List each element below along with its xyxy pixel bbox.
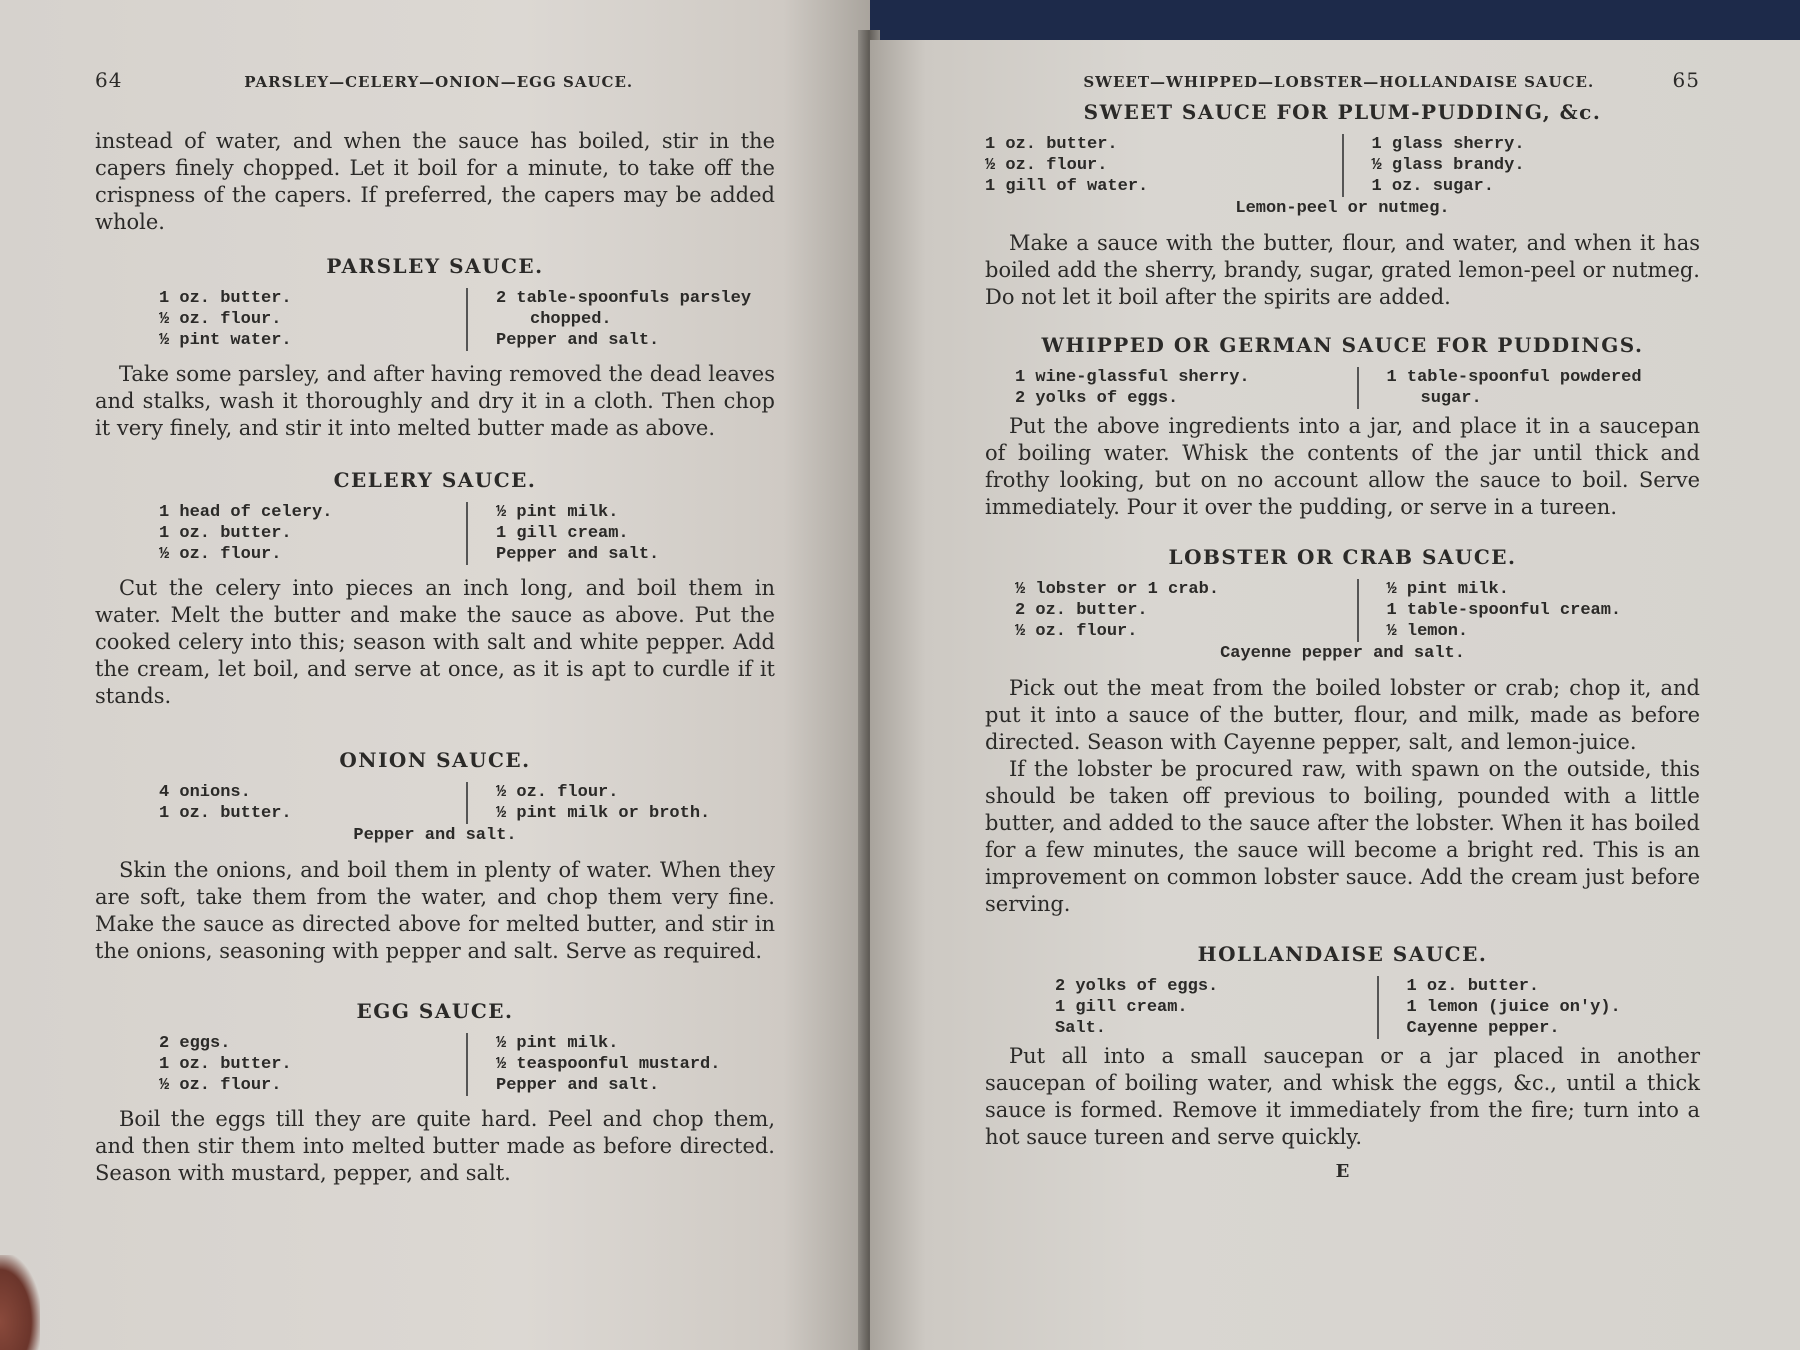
recipe-title-whipped: WHIPPED OR GERMAN SAUCE FOR PUDDINGS. — [1041, 333, 1644, 357]
ingredient: ½ lobster or 1 crab. — [1015, 580, 1220, 599]
ingredient: ½ pint milk. — [496, 503, 619, 522]
recipe-title-onion: ONION SAUCE. — [339, 748, 531, 772]
ingredients-celery — [95, 502, 775, 565]
ingredients-egg — [95, 1033, 775, 1096]
ingredients-sweet — [985, 134, 1700, 197]
ingredient: 1 oz. sugar. — [1371, 177, 1494, 196]
ingredient: 1 oz. butter. — [159, 524, 292, 543]
ingredient: ½ glass brandy. — [1371, 156, 1525, 175]
recipe-text-sweet: Make a sauce with the butter, flour, and water, and when it has boiled add the sherry, brandy, sugar, grated lemon-peel or nutmeg. Do not let it boil after the spirits are added. — [985, 231, 1700, 309]
right-page — [870, 40, 1800, 1350]
ingredient-footnote: Pepper and salt. — [353, 826, 517, 845]
ingredient: 1 wine-glassful sherry. — [1015, 368, 1250, 387]
ingredient: 2 yolks of eggs. — [1015, 389, 1179, 408]
right-running-head — [985, 68, 1700, 92]
ingredient: ½ teaspoonful mustard. — [496, 1055, 721, 1074]
ingredient: ½ oz. flour. — [159, 1076, 282, 1095]
ingredient: 1 oz. butter. — [159, 289, 292, 308]
thumb — [0, 1255, 40, 1350]
ingredient: 1 glass sherry. — [1371, 135, 1525, 154]
ingredient: 1 oz. butter. — [159, 1055, 292, 1074]
column-divider — [466, 782, 468, 824]
ingredients-parsley — [95, 288, 775, 351]
ingredient: sugar. — [1420, 389, 1482, 408]
recipe-title-parsley: PARSLEY SAUCE. — [326, 254, 544, 278]
column-divider — [466, 1033, 468, 1096]
ingredient: ½ pint milk. — [1386, 580, 1509, 599]
ingredient: 2 oz. butter. — [1015, 601, 1148, 620]
ingredient: 1 gill of water. — [985, 177, 1149, 196]
ingredient-footnote: Lemon-peel or nutmeg. — [1235, 199, 1450, 218]
ingredient: Pepper and salt. — [496, 545, 660, 564]
recipe-title-celery: CELERY SAUCE. — [333, 468, 537, 492]
ingredient: 1 lemon (juice on'y). — [1406, 998, 1621, 1017]
recipe-text-egg: Boil the eggs till they are quite hard. Peel and chop them, and then stir them into melted butter made as before directed. Season with mustard, pepper, and salt. — [95, 1107, 775, 1185]
ingredient: 1 table-spoonful cream. — [1386, 601, 1622, 620]
ingredient: Pepper and salt. — [496, 1076, 660, 1095]
recipe-title-egg: EGG SAUCE. — [356, 999, 514, 1023]
recipe-title-hollandaise: HOLLANDAISE SAUCE. — [1197, 942, 1488, 966]
page-number: 64 — [95, 68, 123, 92]
ingredient: ½ pint milk or broth. — [496, 804, 711, 823]
recipe-text-whipped: Put the above ingredients into a jar, and place it in a saucepan of boiling water. Whisk the contents of the jar until thick and frothy looking, but on no account allow the sauce to boil. Serve immediately. Pour it over the pudding, or serve in a tureen. — [985, 414, 1700, 519]
ingredient: chopped. — [530, 310, 612, 329]
column-divider — [1357, 579, 1359, 642]
ingredients-whipped — [985, 367, 1700, 409]
ingredient: ½ oz. flour. — [985, 156, 1108, 175]
ingredient: 1 gill cream. — [496, 524, 629, 543]
ingredient: ½ oz. flour. — [159, 310, 282, 329]
recipe-title-lobster: LOBSTER OR CRAB SAUCE. — [1168, 545, 1517, 569]
left-running-head — [95, 68, 775, 92]
recipe-text-onion: Skin the onions, and boil them in plenty of water. When they are soft, take them from the water, and chop them very fine. Make the sauce as directed above for melted butter, and stir in the onions, seasoning with pepper and salt. Serve as required. — [95, 858, 775, 963]
ingredient: 2 eggs. — [159, 1034, 231, 1053]
ingredients-lobster — [985, 579, 1700, 642]
ingredient: 1 oz. butter. — [159, 804, 292, 823]
ingredients-onion — [95, 782, 775, 824]
running-title: SWEET—WHIPPED—LOBSTER—HOLLANDAISE SAUCE. — [1083, 73, 1595, 91]
ingredient-footnote: Cayenne pepper and salt. — [1220, 644, 1465, 663]
column-divider — [1357, 367, 1359, 409]
ingredient: ½ lemon. — [1386, 622, 1469, 641]
ingredient: ½ oz. flour. — [159, 545, 282, 564]
running-title: PARSLEY—CELERY—ONION—EGG SAUCE. — [244, 73, 634, 91]
ingredients-hollandaise — [985, 976, 1700, 1039]
ingredient: 1 oz. butter. — [985, 135, 1118, 154]
ingredient: Pepper and salt. — [496, 331, 660, 350]
column-divider — [1342, 134, 1344, 197]
ingredient: 2 yolks of eggs. — [1055, 977, 1219, 996]
ingredient: ½ oz. flour. — [1015, 622, 1138, 641]
ingredient: ½ pint water. — [159, 331, 292, 350]
ingredient: 4 onions. — [159, 783, 251, 802]
intro-paragraph: instead of water, and when the sauce has boiled, stir in the capers finely chopped. Let it boil for a minute, to take off the crispness of the capers. If preferred, the capers may be added whole. — [95, 129, 775, 234]
left-page — [0, 0, 870, 1350]
ingredient: 1 oz. butter. — [1406, 977, 1540, 996]
ingredient: 1 head of celery. — [159, 503, 333, 522]
recipe-text-celery: Cut the celery into pieces an inch long, and boil them in water. Melt the butter and make the sauce as above. Put the cooked celery into this; season with salt and white pepper. Add the cream, let boil, and serve at once, as it is apt to curdle if it stands. — [95, 576, 775, 708]
ingredient: Cayenne pepper. — [1406, 1019, 1560, 1038]
ingredient: ½ pint milk. — [496, 1034, 619, 1053]
column-divider — [466, 502, 468, 565]
page-number: 65 — [1672, 68, 1700, 92]
recipe-title-sweet: SWEET SAUCE FOR PLUM-PUDDING, &c. — [1083, 100, 1602, 124]
column-divider — [1377, 976, 1379, 1039]
recipe-text-lobster-2: If the lobster be procured raw, with spawn on the outside, this should be taken off previous to boiling, pounded with a little butter, and added to the sauce after the lobster. When it has boiled for a few minutes, the sauce will become a bright red. This is an improvement on common lobster sauce. Add the cream just before serving. — [985, 757, 1700, 916]
ingredient: Salt. — [1055, 1019, 1107, 1038]
recipe-text-parsley: Take some parsley, and after having removed the dead leaves and stalks, wash it thoroughly and dry it in a cloth. Then chop it very finely, and stir it into melted butter made as above. — [95, 362, 775, 440]
signature-mark: E — [1335, 1161, 1350, 1182]
recipe-text-lobster: Pick out the meat from the boiled lobster or crab; chop it, and put it into a sauce of the butter, flour, and milk, made as before directed. Season with Cayenne pepper, salt, and lemon-juice. — [985, 676, 1700, 754]
recipe-text-hollandaise: Put all into a small saucepan or a jar placed in another saucepan of boiling water, and whisk the eggs, &c., until a thick sauce is formed. Remove it immediately from the fire; turn into a hot sauce tureen and serve quickly. — [985, 1044, 1700, 1149]
ingredient: ½ oz. flour. — [496, 783, 619, 802]
ingredient: 2 table-spoonfuls parsley — [496, 289, 752, 308]
ingredient: 1 gill cream. — [1055, 998, 1188, 1017]
column-divider — [466, 288, 468, 351]
ingredient: 1 table-spoonful powdered — [1386, 368, 1642, 387]
